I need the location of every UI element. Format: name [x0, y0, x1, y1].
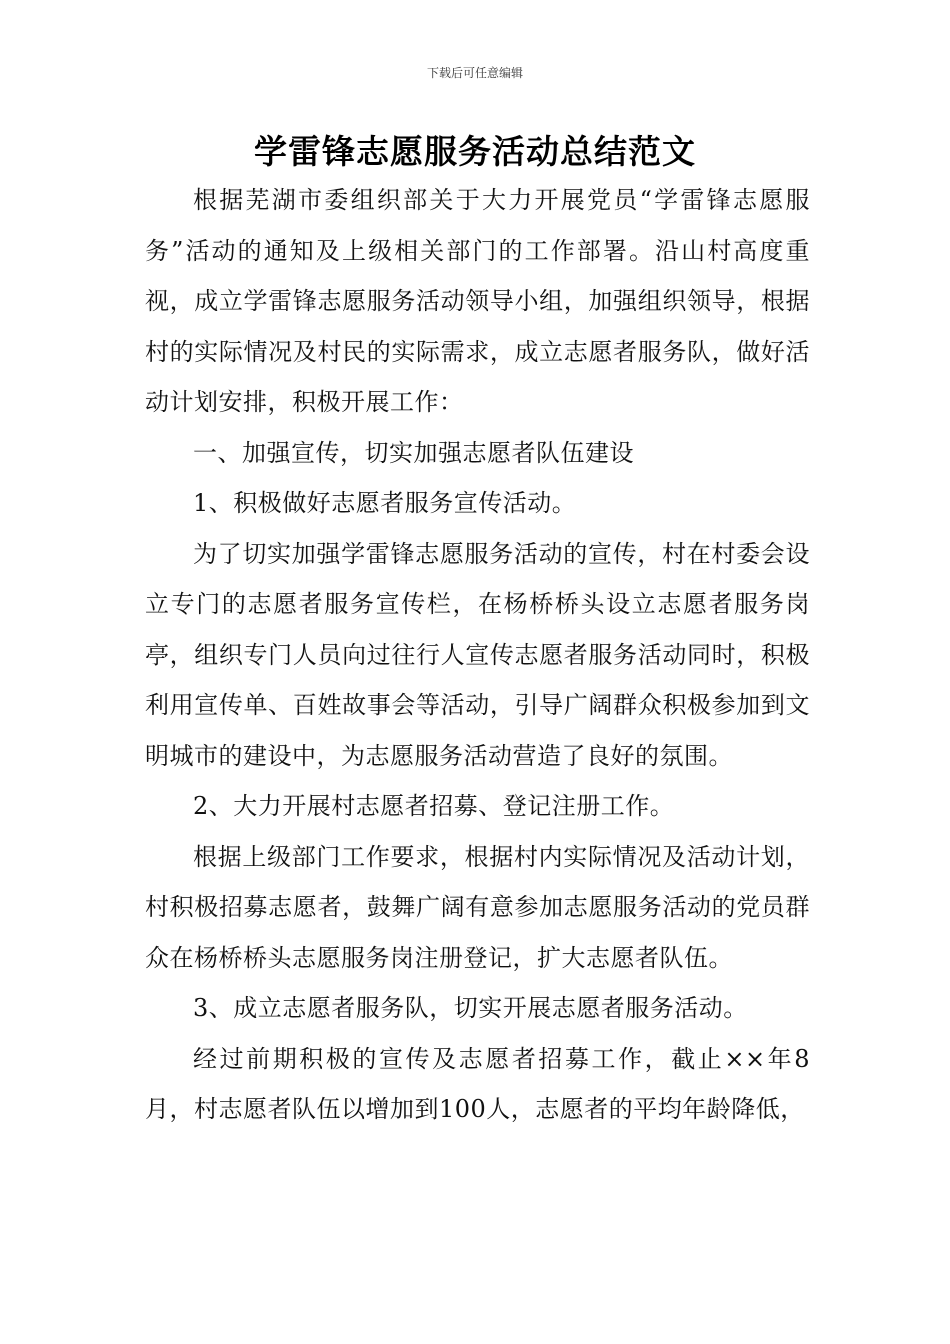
document-title: 学雷锋志愿服务活动总结范文 — [254, 132, 696, 171]
page-header: 下载后可任意编辑 — [426, 66, 523, 80]
subheading-2: 2、大力开展村志愿者招募、登记注册工作。 — [193, 792, 675, 820]
paragraph-team: 经过前期积极的宣传及志愿者招募工作，截止××年8月，村志愿者队伍以增加到100人，志愿者的平均年龄降低， — [145, 1044, 810, 1123]
paragraph-publicity: 为了切实加强学雷锋志愿服务活动的宣传，村在村委会设立专门的志愿者服务宣传栏，在杨桥桥头设立志愿者服务岗亭，组织专门人员向过往行人宣传志愿者服务活动同时，积极利用宣传单、百姓故事会等活动，引导广阔群众积极参加到文明城市的建设中，为志愿服务活动营造了良好的氛围。 — [145, 539, 810, 770]
paragraph-recruitment: 根据上级部门工作要求，根据村内实际情况及活动计划，村积极招募志愿者，鼓舞广阔有意参加志愿服务活动的党员群众在杨桥桥头志愿服务岗注册登记，扩大志愿者队伍。 — [145, 842, 810, 972]
subheading-3: 3、成立志愿者服务队，切实开展志愿者服务活动。 — [193, 994, 748, 1022]
subheading-1: 1、积极做好志愿者服务宣传活动。 — [193, 489, 577, 517]
paragraph-intro: 根据芜湖市委组织部关于大力开展党员“学雷锋志愿服务”活动的通知及上级相关部门的工作部署。沿山村高度重视，成立学雷锋志愿服务活动领导小组，加强组织领导，根据村的实际情况及村民的实际需求，成立志愿者服务队，做好活动计划安排，积极开展工作： — [145, 186, 810, 416]
document-body — [145, 175, 810, 1135]
section-heading-1: 一、加强宣传，切实加强志愿者队伍建设 — [193, 438, 634, 467]
